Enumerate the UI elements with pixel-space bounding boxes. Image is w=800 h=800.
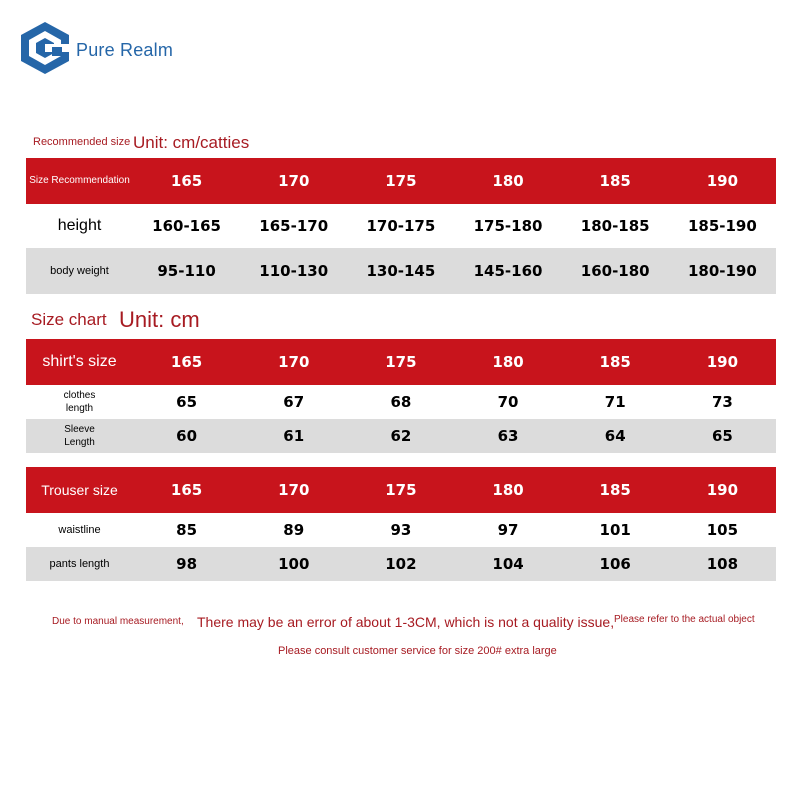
size-cell: 185	[562, 339, 669, 385]
size-cell: 190	[669, 339, 776, 385]
size-cell: 165	[133, 467, 240, 513]
value-cell: 89	[240, 513, 347, 547]
value-cell: 102	[347, 547, 454, 581]
table-row	[26, 248, 776, 294]
value-cell: 60	[133, 419, 240, 453]
shirt-header-label: shirt's size	[26, 339, 133, 385]
value-cell: 62	[347, 419, 454, 453]
value-cell: 110-130	[240, 248, 347, 294]
size-cell: 165	[133, 339, 240, 385]
value-cell: 185-190	[669, 204, 776, 248]
row-label: height	[26, 204, 133, 248]
value-cell: 97	[454, 513, 561, 547]
value-cell: 65	[133, 385, 240, 419]
size-cell: 165	[133, 158, 240, 204]
value-cell: 175-180	[454, 204, 561, 248]
recommended-header-row	[26, 158, 776, 204]
brand-name: Pure Realm	[76, 40, 174, 60]
size-cell: 185	[562, 467, 669, 513]
recommended-caption: Recommended size	[33, 136, 131, 148]
size-cell: 170	[240, 339, 347, 385]
value-cell: 160-165	[133, 204, 240, 248]
value-cell: 64	[562, 419, 669, 453]
size-chart-unit: Unit: cm	[119, 307, 200, 332]
value-cell: 165-170	[240, 204, 347, 248]
value-cell: 180-190	[669, 248, 776, 294]
trouser-header-row	[26, 467, 776, 513]
size-cell: 170	[240, 467, 347, 513]
row-label: body weight	[26, 248, 133, 294]
shirt-header-row	[26, 339, 776, 385]
value-cell: 73	[669, 385, 776, 419]
size-cell: 180	[454, 158, 561, 204]
trouser-size-table	[26, 467, 776, 581]
table-row	[26, 547, 776, 581]
size-chart-caption: Size chart	[31, 310, 107, 329]
value-cell: 170-175	[347, 204, 454, 248]
value-cell: 145-160	[454, 248, 561, 294]
note-bottom: Please consult customer service for size 200# extra large	[278, 645, 557, 657]
value-cell: 71	[562, 385, 669, 419]
recommended-size-table	[26, 158, 776, 294]
note-right: Please refer to the actual object	[614, 614, 755, 625]
row-label: Sleeve Length	[26, 419, 133, 453]
value-cell: 63	[454, 419, 561, 453]
table-row	[26, 419, 776, 453]
trouser-header-label: Trouser size	[26, 467, 133, 513]
size-cell: 180	[454, 339, 561, 385]
value-cell: 105	[669, 513, 776, 547]
shirt-size-table	[26, 339, 776, 453]
value-cell: 70	[454, 385, 561, 419]
size-cell: 190	[669, 158, 776, 204]
table-row	[26, 204, 776, 248]
size-cell: 175	[347, 339, 454, 385]
value-cell: 108	[669, 547, 776, 581]
size-cell: 170	[240, 158, 347, 204]
size-cell: 185	[562, 158, 669, 204]
value-cell: 100	[240, 547, 347, 581]
value-cell: 67	[240, 385, 347, 419]
value-cell: 106	[562, 547, 669, 581]
value-cell: 160-180	[562, 248, 669, 294]
size-cell: 180	[454, 467, 561, 513]
recommended-unit: Unit: cm/catties	[133, 133, 250, 152]
table-row	[26, 385, 776, 419]
value-cell: 101	[562, 513, 669, 547]
value-cell: 93	[347, 513, 454, 547]
value-cell: 104	[454, 547, 561, 581]
value-cell: 98	[133, 547, 240, 581]
value-cell: 61	[240, 419, 347, 453]
note-middle: There may be an error of about 1-3CM, which is not a quality issue,	[197, 614, 615, 630]
value-cell: 85	[133, 513, 240, 547]
note-left: Due to manual measurement,	[52, 616, 184, 627]
value-cell: 68	[347, 385, 454, 419]
recommended-header-label: Size Recommendation	[26, 158, 133, 204]
value-cell: 130-145	[347, 248, 454, 294]
value-cell: 65	[669, 419, 776, 453]
brand-logo-icon	[18, 20, 72, 76]
size-cell: 190	[669, 467, 776, 513]
table-row	[26, 513, 776, 547]
size-cell: 175	[347, 158, 454, 204]
row-label: waistline	[26, 513, 133, 547]
value-cell: 95-110	[133, 248, 240, 294]
row-label: pants length	[26, 547, 133, 581]
row-label: clothes length	[26, 385, 133, 419]
value-cell: 180-185	[562, 204, 669, 248]
size-cell: 175	[347, 467, 454, 513]
